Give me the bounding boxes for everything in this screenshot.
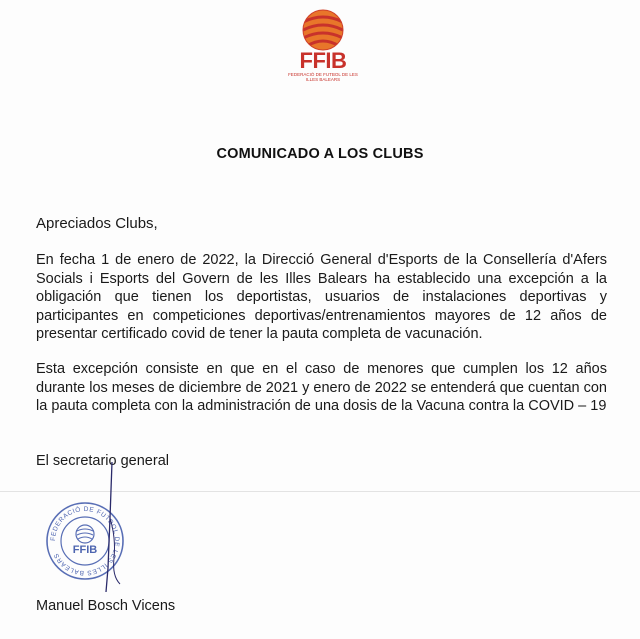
paragraph-1: En fecha 1 de enero de 2022, la Direcció General d'Esports de la Consellería d'Afers Socials i Esports del Govern de les Illes Balears ha establecido una excepción a la obligación que tienen los deportistas, usuarios de instalaciones deportivas y participantes en competiciones deportivas/entrenamientos mayores de 12 años de presentar certificado covid de tener la pauta completa de vacunación. <box>36 252 607 342</box>
handwritten-signature <box>90 458 170 598</box>
paragraph-2: Esta excepción consiste en que en el caso de menores que cumplen los 12 años durante los meses de diciembre de 2021 y enero de 2022 se entenderá que cuentan con la pauta completa con la administración de una dosis de la Vacuna contra la COVID – 19 <box>36 361 607 414</box>
salutation: Apreciados Clubs, <box>36 215 158 232</box>
logo-text: FFIB <box>299 48 347 73</box>
stamp-center-text: FFIB <box>72 544 98 556</box>
document-title: COMUNICADO A LOS CLUBS <box>216 146 424 162</box>
signer-name: Manuel Bosch Vicens <box>36 598 176 614</box>
ffib-logo <box>283 8 363 90</box>
logo-subtext: FEDERACIÓ DE FUTBOL DE LES ILLES BALEARS <box>288 72 358 82</box>
stamp-ring-text: FEDERACIÓ DE FUTBOL DE LES ILLES BALEARS <box>49 505 121 577</box>
signoff: El secretario general <box>36 453 169 469</box>
ball-logo-icon <box>283 8 363 52</box>
